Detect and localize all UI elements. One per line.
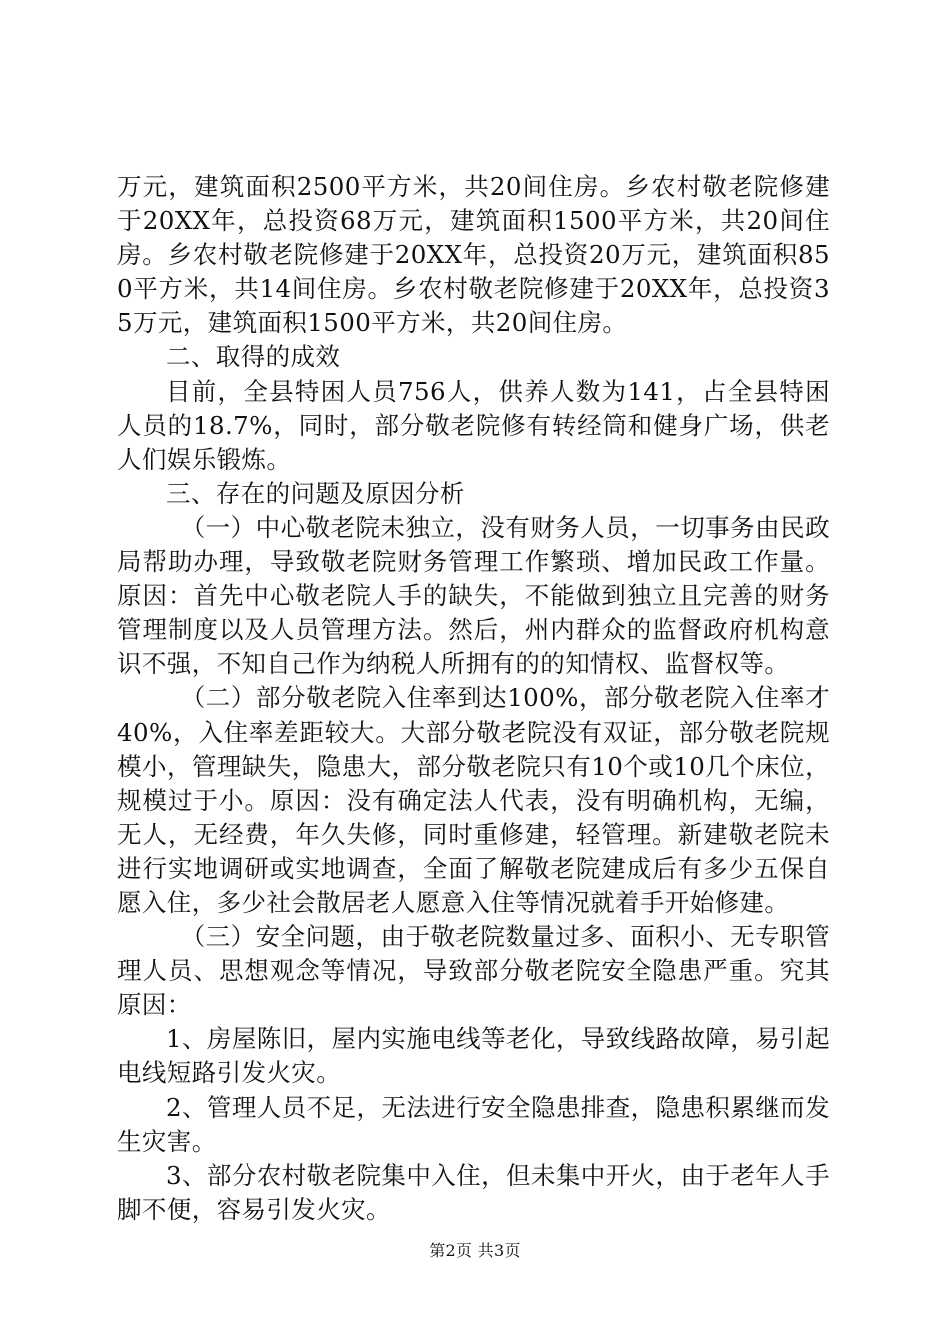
list-item-cause-two: 2、管理人员不足，无法进行安全隐患排查，隐患积累继而发生灾害。 bbox=[117, 1092, 830, 1156]
section-heading-problems: 三、存在的问题及原因分析 bbox=[166, 478, 465, 508]
section-heading-achievements: 二、取得的成效 bbox=[166, 342, 341, 372]
page-number-footer: 第2页 共3页 bbox=[429, 1241, 521, 1260]
paragraph-problem-one: （一）中心敬老院未独立，没有财务人员，一切事务由民政局帮助办理，导致敬老院财务管理工作繁琐、增加民政工作量。原因：首先中心敬老院人手的缺失，不能做到独立且完善的财务管理制度以及人员管理方法。然后，州内群众的监督政府机构意识不强，不知自己作为纳税人所拥有的的知情权、监督权等。 bbox=[117, 512, 830, 679]
document-body bbox=[117, 170, 830, 1227]
paragraph-problem-three: （三）安全问题，由于敬老院数量过多、面积小、无专职管理人员、思想观念等情况，导致部分敬老院安全隐患严重。究其原因： bbox=[117, 922, 830, 1020]
list-item-cause-three: 3、部分农村敬老院集中入住，但未集中开火，由于老年人手脚不便，容易引发火灾。 bbox=[117, 1160, 830, 1224]
paragraph-building-details: 万元，建筑面积2500平方米，共20间住房。乡农村敬老院修建于20XX年，总投资68万元，建筑面积1500平方米，共20间住房。乡农村敬老院修建于20XX年，总投资20万元，建筑面积850平方米，共14间住房。乡农村敬老院修建于20XX年，总投资35万元，建筑面积1500平方米，共20间住房。 bbox=[117, 172, 830, 338]
paragraph-problem-two: （二）部分敬老院入住率到达100%，部分敬老院入住率才40%，入住率差距较大。大部分敬老院没有双证，部分敬老院规模小，管理缺失，隐患大，部分敬老院只有10个或10几个床位，规模过于小。原因：没有确定法人代表，没有明确机构，无编，无人，无经费，年久失修，同时重修建，轻管理。新建敬老院未进行实地调研或实地调查，全面了解敬老院建成后有多少五保自愿入住，多少社会散居老人愿意入住等情况就着手开始修建。 bbox=[117, 683, 830, 917]
list-item-cause-one: 1、房屋陈旧，屋内实施电线等老化，导致线路故障，易引起电线短路引发火灾。 bbox=[117, 1024, 830, 1088]
paragraph-achievements: 目前，全县特困人员756人，供养人数为141，占全县特困人员的18.7%，同时，部分敬老院修有转经筒和健身广场，供老人们娱乐锻炼。 bbox=[117, 376, 830, 474]
